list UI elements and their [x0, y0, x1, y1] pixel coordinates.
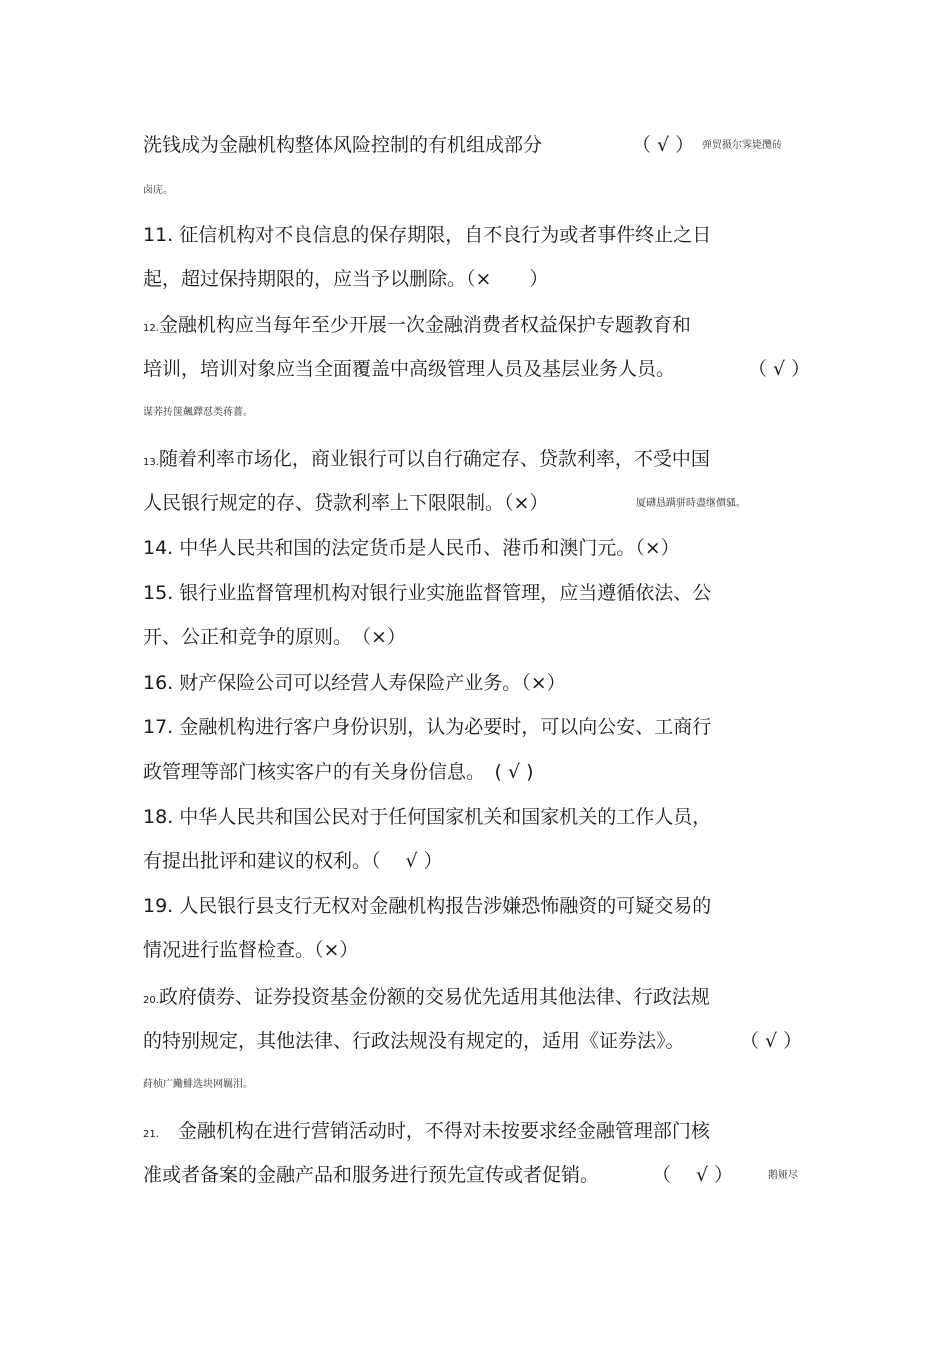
item-number: 20. — [143, 995, 159, 1006]
garbled-text: 荮桢广鰳鯡选块网羈泪。 — [143, 1079, 253, 1090]
text-line: 16. 财产保险公司可以经营人寿保险产业务。（×） — [143, 672, 566, 694]
answer-mark: （ √ ） — [740, 1030, 803, 1052]
text-line — [143, 446, 710, 476]
garbled-text: 谋荞抟箧飆鐸怼类蒋薔。 — [143, 407, 253, 418]
garbled-text: 厦礴恳蹒骈時盡继價骚。 — [636, 498, 746, 509]
item-number: 12. — [143, 323, 159, 334]
text-line — [143, 1118, 710, 1148]
garbled-text: 卤庑。 — [143, 185, 173, 196]
text-line — [143, 984, 710, 1014]
line-text: 洗钱成为金融机构整体风险控制的有机组成部分 — [143, 134, 543, 156]
text-line: 15. 银行业监督管理机构对银行业实施监督管理，应当遵循依法、公 — [143, 582, 712, 604]
text-line: 11. 征信机构对不良信息的保存期限，自不良行为或者事件终止之日 — [143, 224, 712, 246]
garbled-text: 鹅娅尽 — [768, 1170, 798, 1181]
text-line: 的特别规定，其他法律、行政法规没有规定的，适用《证券法》。 — [143, 1030, 685, 1052]
text-line: 培训，培训对象应当全面覆盖中高级管理人员及基层业务人员。 — [143, 358, 676, 380]
line-text: 金融机构应当每年至少开展一次金融消费者权益保护专题教育和 — [158, 314, 691, 336]
text-line: 人民银行规定的存、贷款利率上下限限制。（×） — [143, 492, 549, 514]
text-line: 政管理等部门核实客户的有关身份信息。 ( √ ) — [143, 761, 534, 783]
text-line: 起，超过保持期限的，应当予以删除。（× ） — [143, 268, 549, 290]
line-text: 政府债券、证券投资基金份额的交易优先适用其他法律、行政法规 — [158, 986, 710, 1008]
text-line — [143, 312, 691, 342]
answer-mark: （ √ ） — [632, 134, 695, 156]
text-line: 14. 中华人民共和国的法定货币是人民币、港币和澳门元。（×） — [143, 537, 680, 559]
item-number: 21. — [143, 1129, 159, 1140]
garbled-text: 弹贸摄尔霁毙攬砖 — [702, 140, 782, 151]
text-line — [143, 132, 542, 158]
text-line: 情况进行监督检查。（×） — [143, 939, 359, 961]
line-text: 随着利率市场化，商业银行可以自行确定存、贷款利率，不受中国 — [158, 448, 710, 470]
answer-mark: （ √ ） — [652, 1164, 734, 1186]
answer-mark: （ √ ） — [748, 358, 811, 380]
text-line: 有提出批评和建议的权利。（ √ ） — [143, 850, 443, 872]
text-line: 19. 人民银行县支行无权对金融机构报告涉嫌恐怖融资的可疑交易的 — [143, 895, 712, 917]
text-line: 准或者备案的金融产品和服务进行预先宣传或者促销。 — [143, 1164, 600, 1186]
text-line: 17. 金融机构进行客户身份识别，认为必要时，可以向公安、工商行 — [143, 716, 712, 738]
line-text: 金融机构在进行营销活动时，不得对未按要求经金融管理部门核 — [158, 1120, 710, 1142]
text-line: 18. 中华人民共和国公民对于任何国家机关和国家机关的工作人员， — [143, 806, 712, 828]
text-line: 开、公正和竞争的原则。 （×） — [143, 626, 406, 648]
item-number: 13. — [143, 457, 159, 468]
